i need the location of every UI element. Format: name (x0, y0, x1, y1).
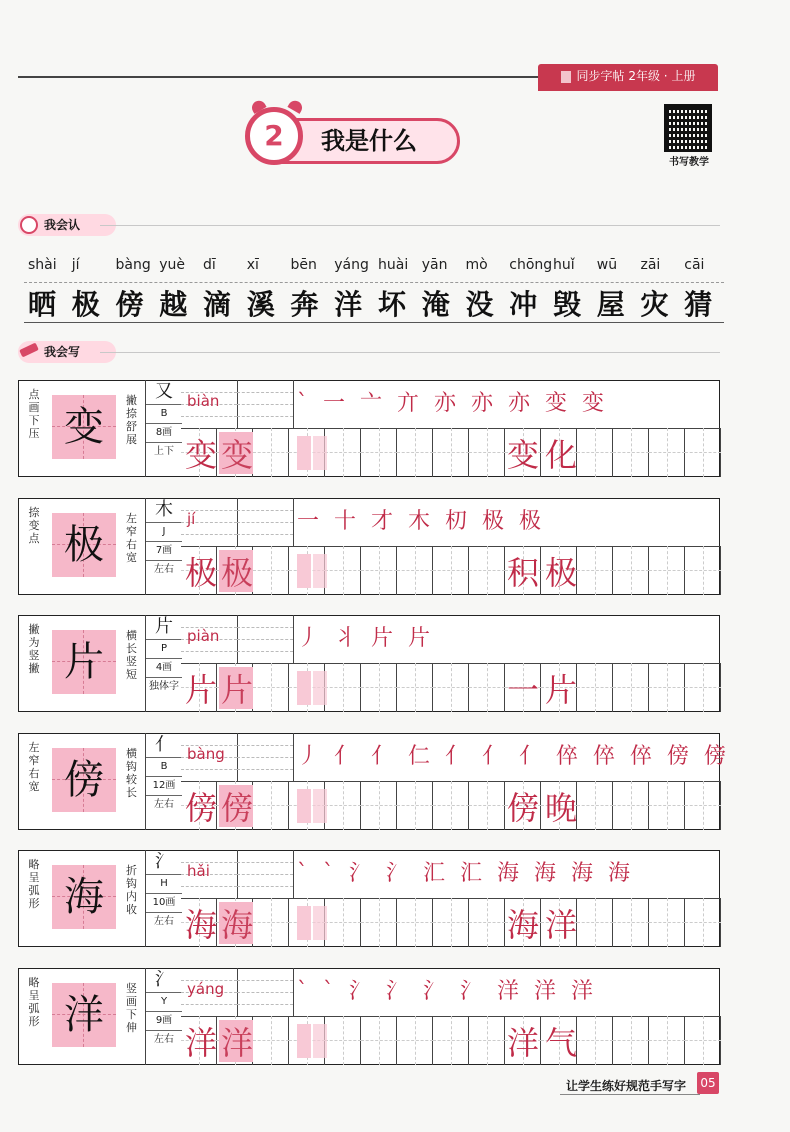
char-info (145, 850, 182, 947)
writing-cell[interactable] (325, 898, 361, 947)
recognize-char: 傍 (115, 288, 144, 321)
writing-cell[interactable] (361, 898, 397, 947)
divider (24, 322, 724, 323)
stroke-order: ` ` 氵 氵 氵 氵 洋 洋 洋 (297, 979, 597, 1004)
header-rule (18, 76, 538, 78)
recognize-char: 猜 (684, 288, 713, 321)
structure-tip: 横钩较长 (126, 747, 137, 799)
practice-row (181, 428, 720, 477)
writing-cell[interactable] (433, 428, 469, 477)
trace-char: 片 (221, 671, 254, 709)
model-char-box (52, 630, 116, 694)
radical: 氵 (146, 968, 182, 993)
word-char-2: 极 (545, 554, 578, 592)
trace-hint (297, 1024, 311, 1058)
section-recognize-label: 我会认 (44, 218, 81, 232)
section-write-label: 我会写 (44, 345, 81, 359)
model-handwriting: 海 (185, 906, 218, 944)
writing-cell[interactable] (397, 898, 433, 947)
recognize-pinyin-row (24, 257, 724, 279)
recognize-char-row (24, 283, 724, 323)
writing-block (18, 380, 720, 477)
model-char: 变 (64, 404, 104, 450)
stroke-order: ` ` 氵 氵 汇 汇 海 海 海 海 (297, 861, 634, 886)
radical: 木 (146, 498, 182, 523)
writing-cell[interactable] (433, 546, 469, 595)
pinyin-practice-cell[interactable] (237, 498, 294, 546)
writing-cell[interactable] (577, 781, 613, 830)
char-info (145, 380, 182, 477)
word-char-1: 变 (507, 436, 540, 474)
structure-tip: 横长竖短 (126, 629, 137, 681)
writing-cell[interactable] (577, 546, 613, 595)
writing-cell[interactable] (649, 663, 685, 712)
recognize-char: 坏 (378, 288, 407, 321)
trace-hint (297, 554, 311, 588)
writing-cell[interactable] (613, 546, 649, 595)
divider (100, 225, 720, 226)
lesson-title-badge (250, 118, 460, 164)
pinyin-cell (181, 968, 238, 1016)
structure-type: 左右 (154, 916, 174, 927)
stroke-order: 一 十 才 木 朷 极 极 (297, 509, 545, 534)
char-pinyin: piàn (187, 627, 220, 645)
model-char: 洋 (64, 992, 104, 1038)
trace-hint (297, 789, 311, 823)
writing-block (18, 968, 720, 1065)
writing-cell[interactable] (649, 428, 685, 477)
recognize-char: 毁 (553, 288, 582, 321)
recognize-pinyin: huǐ (553, 257, 575, 273)
recognize-pinyin: yuè (159, 257, 186, 273)
writing-cell[interactable] (685, 1016, 721, 1065)
model-char: 极 (64, 522, 104, 568)
recognize-pinyin: yān (421, 257, 448, 273)
writing-cell[interactable] (649, 898, 685, 947)
structure-type: 左右 (154, 1034, 174, 1045)
model-handwriting: 洋 (185, 1024, 218, 1062)
pinyin-practice-cell[interactable] (237, 380, 294, 428)
model-char-box (52, 748, 116, 812)
writing-cell[interactable] (469, 428, 505, 477)
model-char: 海 (64, 874, 104, 920)
writing-cell[interactable] (685, 781, 721, 830)
recognize-pinyin: huài (378, 257, 409, 273)
recognize-char: 极 (71, 288, 100, 321)
trace-hint (313, 789, 327, 823)
writing-cell[interactable] (325, 781, 361, 830)
trace-hint (313, 1024, 327, 1058)
writing-cell[interactable] (397, 781, 433, 830)
writing-cell[interactable] (649, 1016, 685, 1065)
pinyin-practice-cell[interactable] (237, 615, 294, 663)
writing-tip: 略呈弧形 (28, 976, 40, 1028)
writing-cell[interactable] (469, 781, 505, 830)
writing-cell[interactable] (613, 1016, 649, 1065)
stroke-order: 丿 亻 亻 仁 亻 亻 亻 倅 倅 倅 傍 傍 (297, 744, 730, 769)
radical: 亻 (146, 733, 182, 758)
char-info (145, 498, 182, 595)
recognize-pinyin: jí (71, 257, 80, 273)
writing-cell[interactable] (433, 898, 469, 947)
writing-tip: 捺变点 (28, 506, 40, 545)
writing-cell[interactable] (433, 1016, 469, 1065)
qr-label: 书写教学 (669, 157, 709, 168)
model-char: 片 (64, 639, 104, 685)
divider (560, 1094, 700, 1095)
trace-char: 傍 (221, 789, 254, 827)
stroke-order-row (181, 850, 720, 899)
recognize-char: 灾 (640, 288, 669, 321)
char-info (145, 968, 182, 1065)
writing-cell[interactable] (325, 428, 361, 477)
trace-char: 海 (221, 906, 254, 944)
recognize-char: 晒 (28, 288, 57, 321)
radical: 又 (146, 380, 182, 405)
writing-cell[interactable] (325, 663, 361, 712)
stroke-order: 丿 丬 片 片 (297, 626, 434, 651)
practice-row (181, 781, 720, 830)
writing-cell[interactable] (433, 663, 469, 712)
recognize-char: 淹 (421, 288, 450, 321)
writing-cell[interactable] (685, 428, 721, 477)
recognize-char: 没 (465, 288, 494, 321)
pinyin-cell (181, 850, 238, 898)
recognize-pinyin: bēn (290, 257, 317, 273)
recognize-pinyin: chōng (509, 257, 553, 273)
recognize-pinyin: cāi (684, 257, 705, 273)
writing-cell[interactable] (253, 781, 289, 830)
stroke-count: 9画 (146, 1012, 182, 1031)
word-char-2: 洋 (545, 906, 578, 944)
writing-cell[interactable] (253, 898, 289, 947)
recognize-pinyin: yáng (334, 257, 369, 273)
writing-block (18, 850, 720, 947)
trace-hint (297, 436, 311, 470)
writing-cell[interactable] (577, 663, 613, 712)
writing-cell[interactable] (469, 898, 505, 947)
stroke-order-row (181, 968, 720, 1017)
writing-tip: 点画下压 (28, 388, 40, 440)
word-char-1: 傍 (507, 789, 540, 827)
word-char-2: 气 (545, 1024, 578, 1062)
writing-cell[interactable] (577, 898, 613, 947)
stroke-count: 4画 (146, 659, 182, 678)
pencil-icon (19, 343, 39, 358)
char-pinyin: hǎi (187, 862, 210, 880)
writing-cell[interactable] (361, 781, 397, 830)
model-handwriting: 片 (185, 671, 218, 709)
trace-hint (313, 436, 327, 470)
writing-block (18, 733, 730, 830)
writing-cell[interactable] (397, 546, 433, 595)
writing-cell[interactable] (469, 663, 505, 712)
practice-row (181, 1016, 720, 1065)
structure-tip: 竖画下伸 (126, 982, 137, 1034)
writing-cell[interactable] (649, 546, 685, 595)
writing-cell[interactable] (469, 1016, 505, 1065)
structure-type: 独体字 (149, 681, 179, 692)
model-char-box (52, 983, 116, 1047)
writing-cell[interactable] (361, 1016, 397, 1065)
stroke-count: 12画 (146, 777, 182, 796)
writing-cell[interactable] (253, 1016, 289, 1065)
recognize-pinyin: wū (596, 257, 618, 273)
word-char-2: 化 (545, 436, 578, 474)
magnifier-icon (20, 216, 38, 234)
trace-hint (313, 671, 327, 705)
structure-tip: 撇捺舒展 (126, 394, 137, 446)
char-pinyin: bàng (187, 745, 225, 763)
writing-cell[interactable] (469, 546, 505, 595)
practice-row (181, 898, 720, 947)
writing-cell[interactable] (685, 663, 721, 712)
word-char-2: 晚 (545, 789, 578, 827)
writing-cell[interactable] (433, 781, 469, 830)
index-letter: H (146, 875, 182, 894)
recognize-char: 屋 (596, 288, 625, 321)
writing-cell[interactable] (685, 898, 721, 947)
writing-cell[interactable] (253, 546, 289, 595)
structure-type: 左右 (154, 564, 174, 575)
char-pinyin: biàn (187, 392, 220, 410)
index-letter: B (146, 758, 182, 777)
writing-tip: 略呈弧形 (28, 858, 40, 910)
writing-block (18, 615, 720, 712)
footer-slogan: 让学生练好规范手写字 (566, 1079, 687, 1093)
practice-row (181, 546, 720, 595)
divider (100, 352, 720, 353)
index-letter: B (146, 405, 182, 424)
writing-cell[interactable] (397, 663, 433, 712)
index-letter: J (146, 523, 182, 542)
stroke-order-row (181, 615, 720, 664)
trace-hint (313, 906, 327, 940)
word-char-1: 一 (507, 671, 540, 709)
writing-tip: 撇为竖撇 (28, 623, 40, 675)
writing-cell[interactable] (361, 428, 397, 477)
pinyin-cell (181, 733, 238, 781)
writing-block (18, 498, 720, 595)
model-handwriting: 傍 (185, 789, 218, 827)
char-pinyin: jí (187, 510, 196, 528)
stroke-order-row (181, 380, 720, 429)
writing-cell[interactable] (577, 1016, 613, 1065)
writing-cell[interactable] (253, 428, 289, 477)
model-handwriting: 变 (185, 436, 218, 474)
writing-cell[interactable] (325, 1016, 361, 1065)
book-title-tab (538, 64, 718, 88)
qr-code-icon[interactable] (664, 104, 712, 152)
page-number: 05 (697, 1072, 719, 1094)
word-char-1: 积 (507, 554, 540, 592)
stroke-order: ` ⼀ 亠 亣 亦 亦 亦 变 变 (297, 391, 608, 416)
pinyin-practice-cell[interactable] (237, 968, 294, 1016)
stroke-order-row (181, 498, 720, 547)
recognize-char: 滴 (203, 288, 232, 321)
trace-hint (297, 671, 311, 705)
pinyin-cell (181, 615, 238, 663)
trace-hint (297, 906, 311, 940)
model-char-box (52, 513, 116, 577)
practice-row (181, 663, 720, 712)
recognize-char: 冲 (509, 288, 538, 321)
index-letter: Y (146, 993, 182, 1012)
writing-cell[interactable] (577, 428, 613, 477)
lesson-number: 2 (245, 107, 303, 165)
pinyin-practice-cell[interactable] (237, 733, 294, 781)
word-char-2: 片 (545, 671, 578, 709)
structure-tip: 折钩内收 (126, 864, 137, 916)
pinyin-practice-cell[interactable] (237, 850, 294, 898)
book-title: 同步字帖 2年级 · 上册 (576, 69, 696, 83)
writing-cell[interactable] (397, 428, 433, 477)
model-handwriting: 极 (185, 554, 218, 592)
model-char: 傍 (64, 757, 104, 803)
model-char-box (52, 395, 116, 459)
pinyin-cell (181, 380, 238, 428)
writing-tip: 左窄右宽 (28, 741, 40, 793)
writing-cell[interactable] (685, 546, 721, 595)
writing-cell[interactable] (613, 898, 649, 947)
recognize-pinyin: mò (465, 257, 488, 273)
structure-type: 上下 (154, 446, 174, 457)
radical: 氵 (146, 850, 182, 875)
bookmark-icon (561, 71, 571, 83)
char-info (145, 733, 182, 830)
stroke-count: 8画 (146, 424, 182, 443)
recognize-pinyin: dī (203, 257, 216, 273)
recognize-char: 溪 (246, 288, 275, 321)
char-pinyin: yáng (187, 980, 225, 998)
writing-cell[interactable] (649, 781, 685, 830)
structure-tip: 左窄右宽 (126, 512, 137, 564)
trace-hint (313, 554, 327, 588)
recognize-char: 洋 (334, 288, 363, 321)
lesson-title: 我是什么 (321, 127, 417, 155)
trace-char: 变 (221, 436, 254, 474)
stroke-count: 10画 (146, 894, 182, 913)
recognize-char: 越 (159, 288, 188, 321)
index-letter: P (146, 640, 182, 659)
pinyin-cell (181, 498, 238, 546)
radical: 片 (146, 615, 182, 640)
recognize-pinyin: zāi (640, 257, 661, 273)
recognize-pinyin: bàng (115, 257, 151, 273)
writing-cell[interactable] (613, 428, 649, 477)
writing-cell[interactable] (613, 781, 649, 830)
recognize-pinyin: shài (28, 257, 57, 273)
recognize-pinyin: xī (246, 257, 259, 273)
writing-cell[interactable] (325, 546, 361, 595)
model-char-box (52, 865, 116, 929)
writing-cell[interactable] (361, 663, 397, 712)
char-info (145, 615, 182, 712)
writing-cell[interactable] (253, 663, 289, 712)
word-char-1: 洋 (507, 1024, 540, 1062)
structure-type: 左右 (154, 799, 174, 810)
stroke-order-row (181, 733, 730, 782)
writing-cell[interactable] (613, 663, 649, 712)
word-char-1: 海 (507, 906, 540, 944)
writing-cell[interactable] (361, 546, 397, 595)
recognize-char: 奔 (290, 288, 319, 321)
trace-char: 极 (221, 554, 254, 592)
stroke-count: 7画 (146, 542, 182, 561)
writing-cell[interactable] (397, 1016, 433, 1065)
trace-char: 洋 (221, 1024, 254, 1062)
